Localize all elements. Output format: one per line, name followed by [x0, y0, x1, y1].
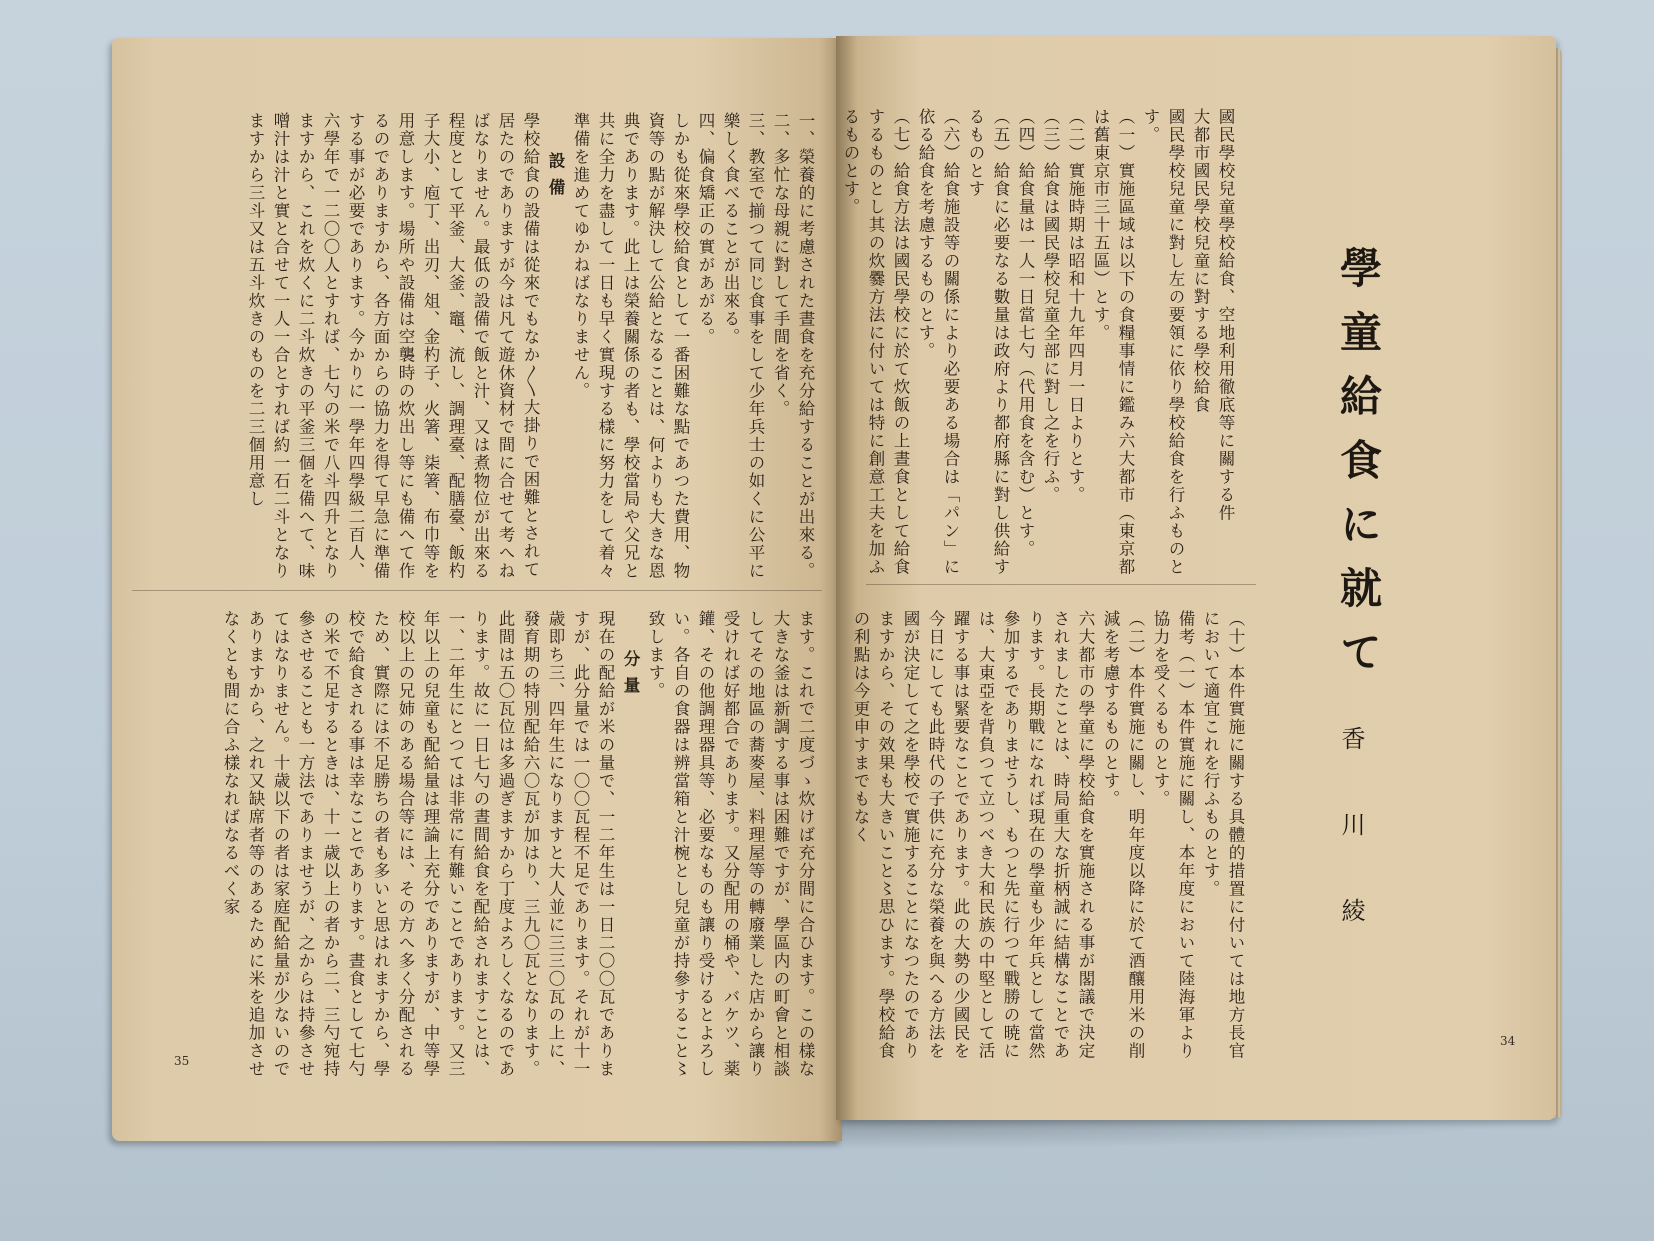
right-upper-line: （二）實施時期は昭和十九年四月一日よりとす。 — [1066, 108, 1085, 504]
right-lower-line: 備考（一）本件實施に關し、本年度において陸海軍より協力を受くるものとす。 — [1151, 610, 1195, 1060]
right-divider — [866, 584, 1256, 585]
right-upper-line: （五）給食に必要なる數量は政府より都府縣に對し供給するものとす — [966, 108, 1010, 576]
right-upper-line: （四）給食量は一人一日當七勺（代用食を含む）とす。 — [1016, 108, 1035, 558]
left-upper-line: 三、教室で揃つて同じ食事をして少年兵士の如くに公平に樂しく食べることが出來る。 — [721, 112, 765, 580]
page-number-right: 34 — [1500, 1034, 1516, 1048]
right-lower-text — [848, 610, 1248, 1072]
right-upper-line: （七）給食方法は國民學校に於て炊飯の上晝食として給食するものとし其の炊爨方法に付いては特に創意工夫を加ふるものとす。 — [841, 108, 910, 576]
setsubi-paragraph: 學校給食の設備は從來でもなか〱大掛りで困難とされて居たのでありますが今は凡て遊休資材で間に合せて考へねばなりません。最低の設備で飯と汁、又は煮物位が出來る程度として平釜、大釜、竈、流し、調理臺、配膳臺、飯杓子大小、庖丁、出刃、俎、金杓子、火箸、柒箸、布巾等を用意します。場所や設備は空襲時の炊出し等にも備へて作るのでありますから、各方面からの協力を得て早急に準備する事が必要であります。今かりに一學年四學級二百人、六學年で一二〇〇人とすれば、七勺の米で八斗四升となりますから、これを炊くに二斗炊きの平釜三個を備へて、味噌汁は汁と實と合せて一人一合とすれば約一石二斗となりますから三斗又は五斗炊きのものを二三個用意し — [246, 112, 540, 580]
right-upper-line: （三）給食は國民學校兒童全部に對し之を行ふ。 — [1041, 108, 1060, 504]
left-upper-line: 二、多忙な母親に對して手間を省く。 — [771, 112, 790, 418]
right-upper-line: 國民學校兒童學校給食、空地利用徹底等に關する件 — [1216, 108, 1235, 522]
section-heading-bunryo: 分量 — [621, 650, 640, 703]
right-page — [836, 36, 1556, 1120]
right-upper-line: 大都市國民學校兒童に對する學校給食 — [1191, 108, 1210, 414]
left-divider — [132, 590, 822, 591]
right-upper-line: （一）實施區域は以下の食糧事情に鑑み六大都市（東京都は舊東京市三十五區）とす。 — [1091, 108, 1135, 576]
left-upper-line: 四、偏食矯正の實があがる。 — [696, 112, 715, 346]
left-lower-paragraph: ます。これで二度づゝ炊けば充分間に合ひます。この樣な大きな釜は新調する事は困難ですが、學區内の町會と相談してその地區の蕎麥屋、料理屋等の轉廢業した店から讓り受ければ好都合であります。又分配用の桶や、バケツ、薬鑵、その他調理器具等、必要なものも讓り受けるとよろしい。各自の食器は辨當箱と汁椀とし兒童が持參すること〻致します。 — [646, 610, 815, 1078]
left-upper-line: しかも從來學校給食として一番困難な點であつた費用、物資等の點が解決して公給となることは、何よりも大きな恩典であります。此上は榮養關係の者も、學校當局や父兄と共に全力を盡して一日も早く實現する樣に努力をして着々準備を進めてゆかねばなりません。 — [571, 112, 690, 580]
left-upper-text — [243, 112, 818, 582]
right-lower-paragraph: 六大都市の學童に學校給食を實施される事が閣議で決定されましたことは、時局重大な折柄誠に結構なことであります。長期戰になれば現在の學童も少年兵として當然參加するでありませうし、もつと先に行つて戰勝の暁には、大東亞を背負つて立つべき大和民族の中堅として活躍する事は緊要なことであります。此の大勢の少國民を今日にしても此時代の子供に充分な榮養を與へる方法を國が決定して之を學校で實施することになつたのでありますから、その效果も大きいこと〻思ひます。學校給食の利點は今更申すまでもなく — [851, 610, 1095, 1060]
right-upper-text — [836, 108, 1238, 578]
right-lower-line: （十）本件實施に關する具體的措置に付いては地方長官において適宜これを行ふものとす。 — [1201, 610, 1245, 1060]
article-author: 香川綾 — [1337, 726, 1365, 984]
right-upper-line: 國民學校兒童に對し左の要領に依り學校給食を行ふものとす。 — [1141, 108, 1185, 576]
right-upper-line — [836, 108, 838, 578]
left-upper-line: 一、榮養的に考慮された晝食を充分給することが出來る。 — [796, 112, 815, 580]
right-upper-line: （六）給食施設等の關係により必要ある場合は「パン」に依る給食を考慮するものとす。 — [916, 108, 960, 576]
right-lower-line: （二）本件實施に關し、明年度以降に於て酒釀用米の削減を考慮するものとす。 — [1101, 610, 1145, 1060]
section-heading-setsubi: 設備 — [546, 152, 565, 205]
left-page — [112, 38, 842, 1141]
bunryo-paragraph: 現在の配給が米の量で、一二年生は一日二〇〇瓦でありますが、此分量では一〇〇瓦程不足であります。それが十一歳即ち三、四年生になりますと大人並に三三〇瓦の上に、發育期の特別配給六〇瓦が加はり、三九〇瓦となります。此間は五〇瓦位は多過ぎますから丁度よろしくなるのであります。故に一日七勺の晝間給食を配給されますことは、一、二年生にとつては非常に有難いことであります。又三年以上の兒童も配給量は理論上充分でありますが、中等學校以上の兄姉のある場合等には、その方へ多く分配されるため、實際には不足勝ちの者も多いと思はれますから、學校で給食される事は幸なことであります。晝食として七勺の米で不足するときは、十一歳以上の者から二、三勺宛持參させることも一方法でありませうが、之からは持參させてはなりません。十歳以下の者は家庭配給量が少ないのでありますから、之れ又缺席者等のあるために米を追加させなくとも間に合ふ樣なればなるべく家 — [221, 610, 615, 1078]
left-lower-text — [218, 610, 818, 1090]
article-title: 學童給食に就て — [1334, 246, 1383, 694]
page-number-left: 35 — [174, 1054, 190, 1068]
